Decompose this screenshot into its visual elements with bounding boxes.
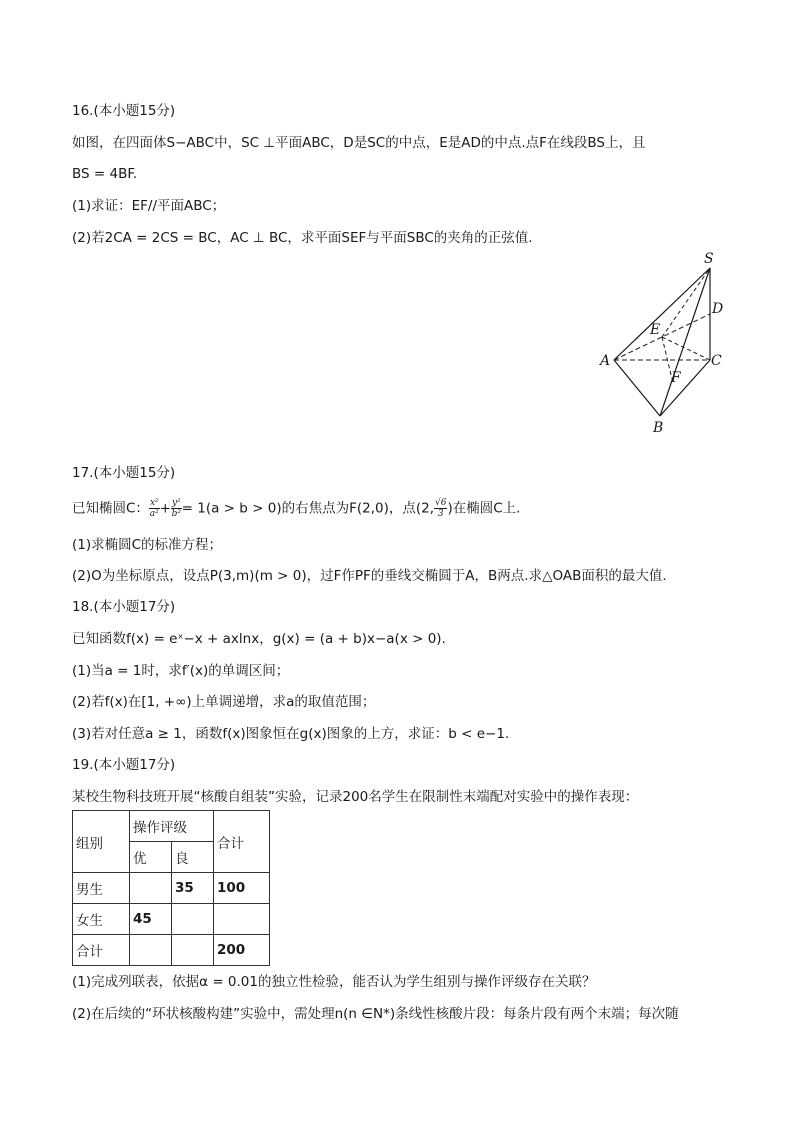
q18-stem: 已知函数f(x) = eˣ−x + axlnx，g(x) = (a + b)x−a(x > 0).: [72, 631, 446, 647]
label-b: B: [653, 420, 664, 436]
label-a: A: [600, 353, 611, 369]
q16-header: 16.(本小题15分): [72, 103, 176, 119]
table-row: [73, 935, 270, 966]
q16-part2: (2)若2CA = 2CS = BC，AC ⊥ BC，求平面SEF与平面SBC的夹角的正弦值.: [72, 230, 533, 246]
table-row: [73, 873, 270, 904]
fraction-sqrt6-3: $\frac{√6}{3}$: [435, 498, 447, 519]
edge-sa: [614, 268, 710, 360]
q18-part1: (1)当a = 1时，求f′(x)的单调区间；: [72, 663, 290, 679]
fraction-x2-a2: $\frac{\text{x²}}{\text{a²}}$: [149, 498, 159, 519]
q19-part1: (1)完成列联表，依据α = 0.01的独立性检验，能否认为学生组别与操作评级存在关联？: [72, 974, 596, 990]
q17-stem-mid: = 1(a > b > 0)的右焦点为F(2,0)，点(2,: [181, 500, 435, 517]
table-header-total: 合计: [214, 811, 270, 873]
cell-excellent: [130, 935, 172, 966]
tetrahedron-figure: [594, 246, 734, 442]
cell-total: [214, 904, 270, 935]
q19-stem: 某校生物科技班开展“核酸自组装”实验，记录200名学生在限制性末端配对实验中的操作表现：: [72, 789, 639, 805]
plus-sign: +: [159, 500, 171, 517]
row-label: 女生: [73, 904, 130, 935]
table-row: [73, 904, 270, 935]
contingency-table: [72, 810, 270, 966]
cell-total: 100: [214, 873, 270, 904]
label-e: E: [650, 322, 661, 338]
label-d: D: [712, 301, 724, 317]
table-header-rating: 操作评级: [130, 811, 214, 842]
q18-part2: (2)若f(x)在[1, +∞)上单调递增，求a的取值范围；: [72, 694, 376, 710]
cell-excellent: [130, 873, 172, 904]
row-label: 男生: [73, 873, 130, 904]
cell-good: 35: [172, 873, 214, 904]
q18-header: 18.(本小题17分): [72, 599, 176, 615]
q16-part1: (1)求证：EF//平面ABC；: [72, 198, 226, 214]
edge-sb: [660, 268, 710, 416]
q17-stem: [72, 498, 520, 519]
q17-part1: (1)求椭圆C的标准方程；: [72, 537, 223, 553]
label-c: C: [711, 353, 722, 369]
q17-header: 17.(本小题15分): [72, 465, 176, 481]
q16-stem-line2: BS = 4BF.: [72, 166, 138, 182]
q17-stem-post: )在椭圆C上.: [447, 500, 521, 517]
table-header-group: 组别: [73, 811, 130, 873]
edge-bc: [660, 360, 710, 416]
edge-ab: [614, 360, 660, 416]
table-header-excellent: 优: [130, 842, 172, 873]
cell-good: [172, 935, 214, 966]
label-f: F: [671, 370, 681, 386]
q18-part3: (3)若对任意a ≥ 1，函数f(x)图象恒在g(x)图象的上方，求证：b < e−1.: [72, 726, 510, 742]
q17-stem-pre: 已知椭圆C：: [72, 500, 149, 517]
q16-stem-line1: 如图，在四面体S−ABC中，SC ⊥平面ABC，D是SC的中点，E是AD的中点.点F在线段BS上，且: [72, 135, 646, 151]
cell-good: [172, 904, 214, 935]
fraction-y2-b2: $\frac{\text{y²}}{\text{b²}}$: [171, 498, 181, 519]
q19-part2: (2)在后续的“环状核酸构建”实验中，需处理n(n ∈N*)条线性核酸片段：每条片段有两个末端；每次随: [72, 1006, 679, 1022]
row-label: 合计: [73, 935, 130, 966]
q19-header: 19.(本小题17分): [72, 757, 176, 773]
cell-total: 200: [214, 935, 270, 966]
label-s: S: [704, 251, 714, 267]
table-header-good: 良: [172, 842, 214, 873]
segment-se-hidden: [662, 268, 710, 337]
cell-excellent: 45: [130, 904, 172, 935]
q17-part2: (2)O为坐标原点，设点P(3,m)(m > 0)，过F作PF的垂线交椭圆于A，B两点.求△OAB面积的最大值.: [72, 568, 667, 584]
